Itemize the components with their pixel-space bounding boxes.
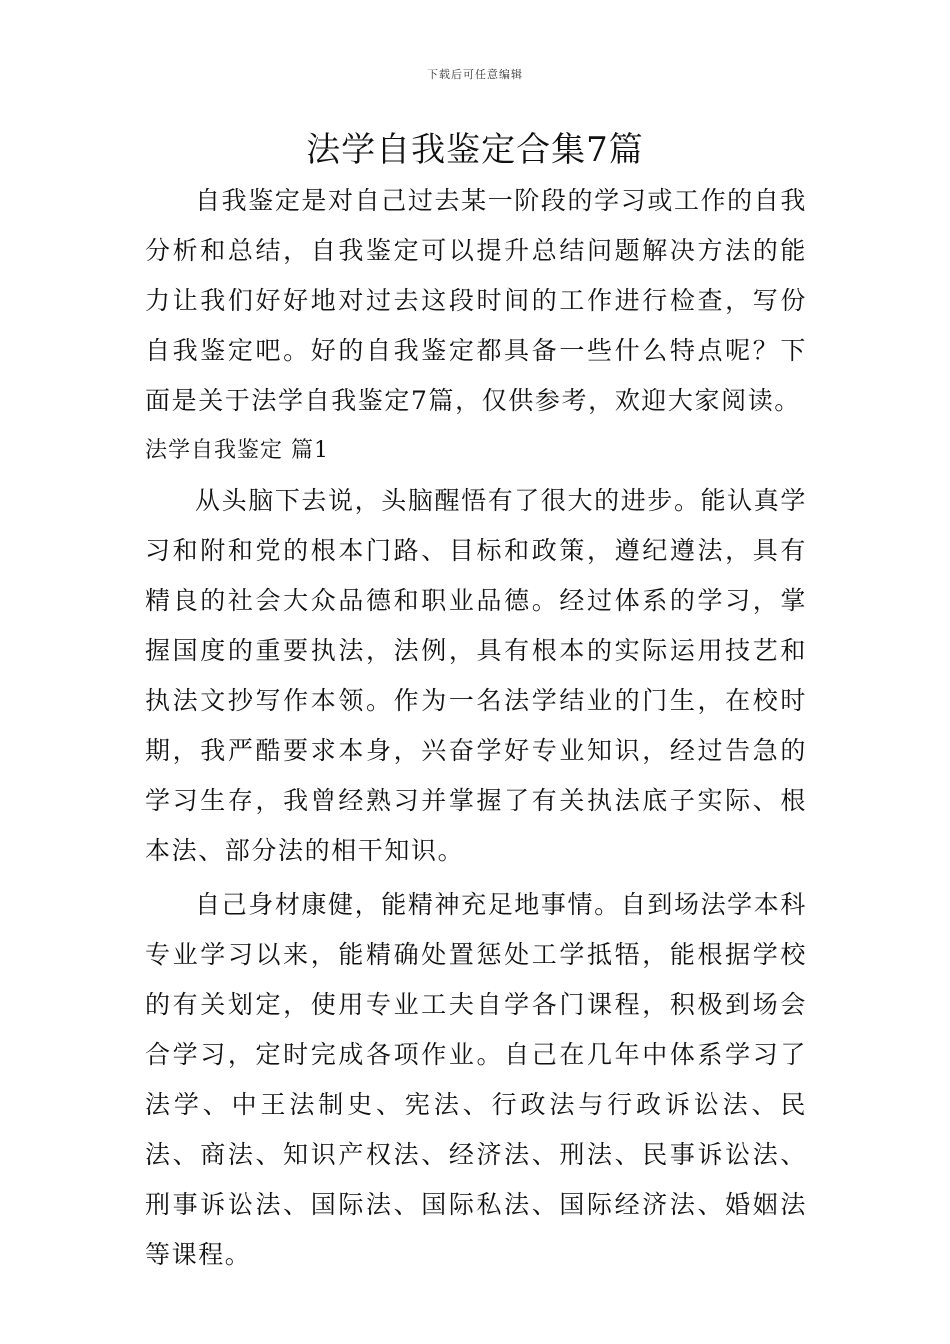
header-note: 下载后可任意编辑 bbox=[427, 68, 523, 81]
document-title: 法学自我鉴定合集7篇 bbox=[306, 130, 644, 170]
body-paragraph: 自己身材康健，能精神充足地事情。自到场法学本科专业学习以来，能精确处置惩处工学抵牾，能根据学校的有关划定，使用专业工夫自学各门课程，积极到场会合学习，定时完成各项作业。自己在几年中体系学习了法学、中王法制史、宪法、行政法与行政诉讼法、民法、商法、知识产权法、经济法、刑法、民事诉讼法、刑事诉讼法、国际法、国际私法、国际经济法、婚姻法等课程。 bbox=[145, 890, 807, 1269]
intro-paragraph: 自我鉴定是对自己过去某一阶段的学习或工作的自我分析和总结，自我鉴定可以提升总结问题解决方法的能力让我们好好地对过去这段时间的工作进行检查，写份自我鉴定吧。好的自我鉴定都具备一些什么特点呢？下面是关于法学自我鉴定7篇，仅供参考，欢迎大家阅读。 bbox=[145, 186, 807, 415]
body-paragraph: 从头脑下去说，头脑醒悟有了很大的进步。能认真学习和附和党的根本门路、目标和政策，遵纪遵法，具有精良的社会大众品德和职业品德。经过体系的学习，掌握国度的重要执法，法例，具有根本的实际运用技艺和执法文抄写作本领。作为一名法学结业的门生，在校时期，我严酷要求本身，兴奋学好专业知识，经过告急的学习生存，我曾经熟习并掌握了有关执法底子实际、根本法、部分法的相干知识。 bbox=[145, 486, 807, 865]
document-body bbox=[145, 176, 807, 1280]
section-heading: 法学自我鉴定 篇1 bbox=[145, 438, 329, 463]
